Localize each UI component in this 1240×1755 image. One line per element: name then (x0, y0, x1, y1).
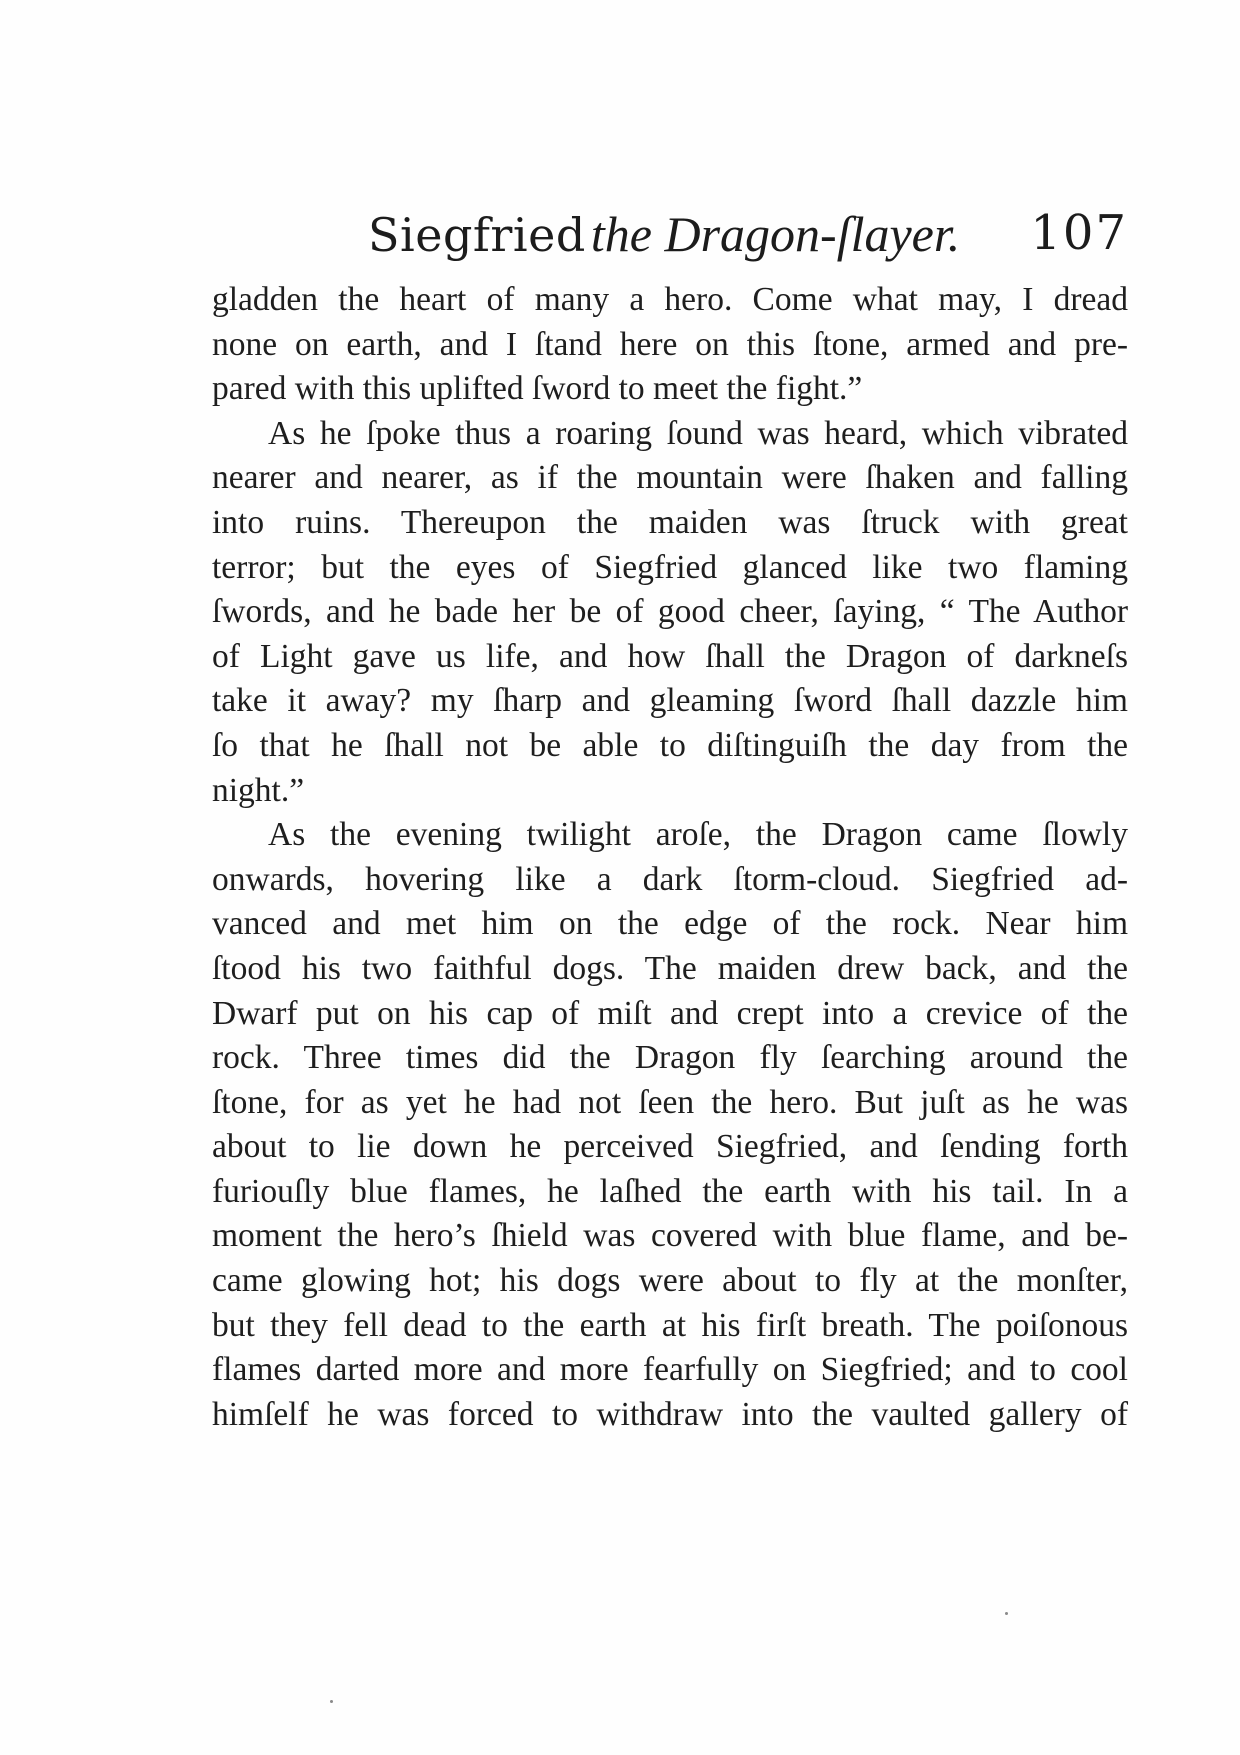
paper-speck (330, 1700, 333, 1703)
text-line: himſelf he was forced to withdraw into the vaulted gallery of (212, 1395, 1128, 1433)
header-title-roman: Siegfried (368, 208, 586, 262)
text-line: ſo that he ſhall not be able to diſtinguiſh the day from the (212, 726, 1128, 764)
text-line: nearer and nearer, as if the mountain were ſhaken and falling (212, 459, 1128, 497)
text-line: of Light gave us life, and how ſhall the Dragon of darkneſs (212, 637, 1128, 675)
page-number: 107 (1030, 205, 1128, 261)
text-line: about to lie down he perceived Siegfried, and ſending forth (212, 1128, 1128, 1166)
text-line: but they fell dead to the earth at his firſt breath. The poiſonous (212, 1306, 1128, 1344)
text-line: take it away? my ſharp and gleaming ſword ſhall dazzle him (212, 682, 1128, 720)
text-line: into ruins. Thereupon the maiden was ſtruck with great (212, 503, 1128, 541)
text-line: furiouſly blue flames, he laſhed the earth with his tail. In a (212, 1172, 1128, 1210)
text-line: ſwords, and he bade her be of good cheer, ſaying, “ The Author (212, 593, 1128, 631)
text-line: terror; but the eyes of Siegfried glanced like two flaming (212, 548, 1128, 586)
text-line: vanced and met him on the edge of the rock. Near him (212, 905, 1128, 943)
running-header (368, 205, 1128, 285)
text-line: ſtood his two faithful dogs. The maiden drew back, and the (212, 949, 1128, 987)
text-line: gladden the heart of many a hero. Come what may, I dread (212, 281, 1128, 318)
text-line: flames darted more and more fearfully on Siegfried; and to cool (212, 1351, 1128, 1389)
paragraph-first-line: As the evening twilight aroſe, the Dragon came ſlowly (268, 816, 1128, 854)
paragraph-first-line: As he ſpoke thus a roaring ſound was heard, which vibrated (268, 414, 1128, 452)
header-title-italic: the Dragon-ſlayer. (590, 206, 961, 262)
text-line: ſtone, for as yet he had not ſeen the hero. But juſt as he was (212, 1083, 1128, 1121)
text-line: came glowing hot; his dogs were about to fly at the monſter, (212, 1262, 1128, 1300)
body-text (212, 278, 1128, 1437)
text-line: moment the hero’s ſhield was covered with blue flame, and be- (212, 1217, 1128, 1255)
paper-speck (1005, 1612, 1008, 1615)
text-line: pared with this uplifted ſword to meet the fight.” (212, 370, 863, 408)
text-line: Dwarf put on his cap of miſt and crept into a crevice of the (212, 994, 1128, 1032)
text-line: night.” (212, 771, 305, 809)
text-line: none on earth, and I ſtand here on this ſtone, armed and pre- (212, 325, 1128, 363)
text-line: onwards, hovering like a dark ſtorm-cloud. Siegfried ad- (212, 860, 1128, 898)
text-line: rock. Three times did the Dragon fly ſearching around the (212, 1039, 1128, 1077)
